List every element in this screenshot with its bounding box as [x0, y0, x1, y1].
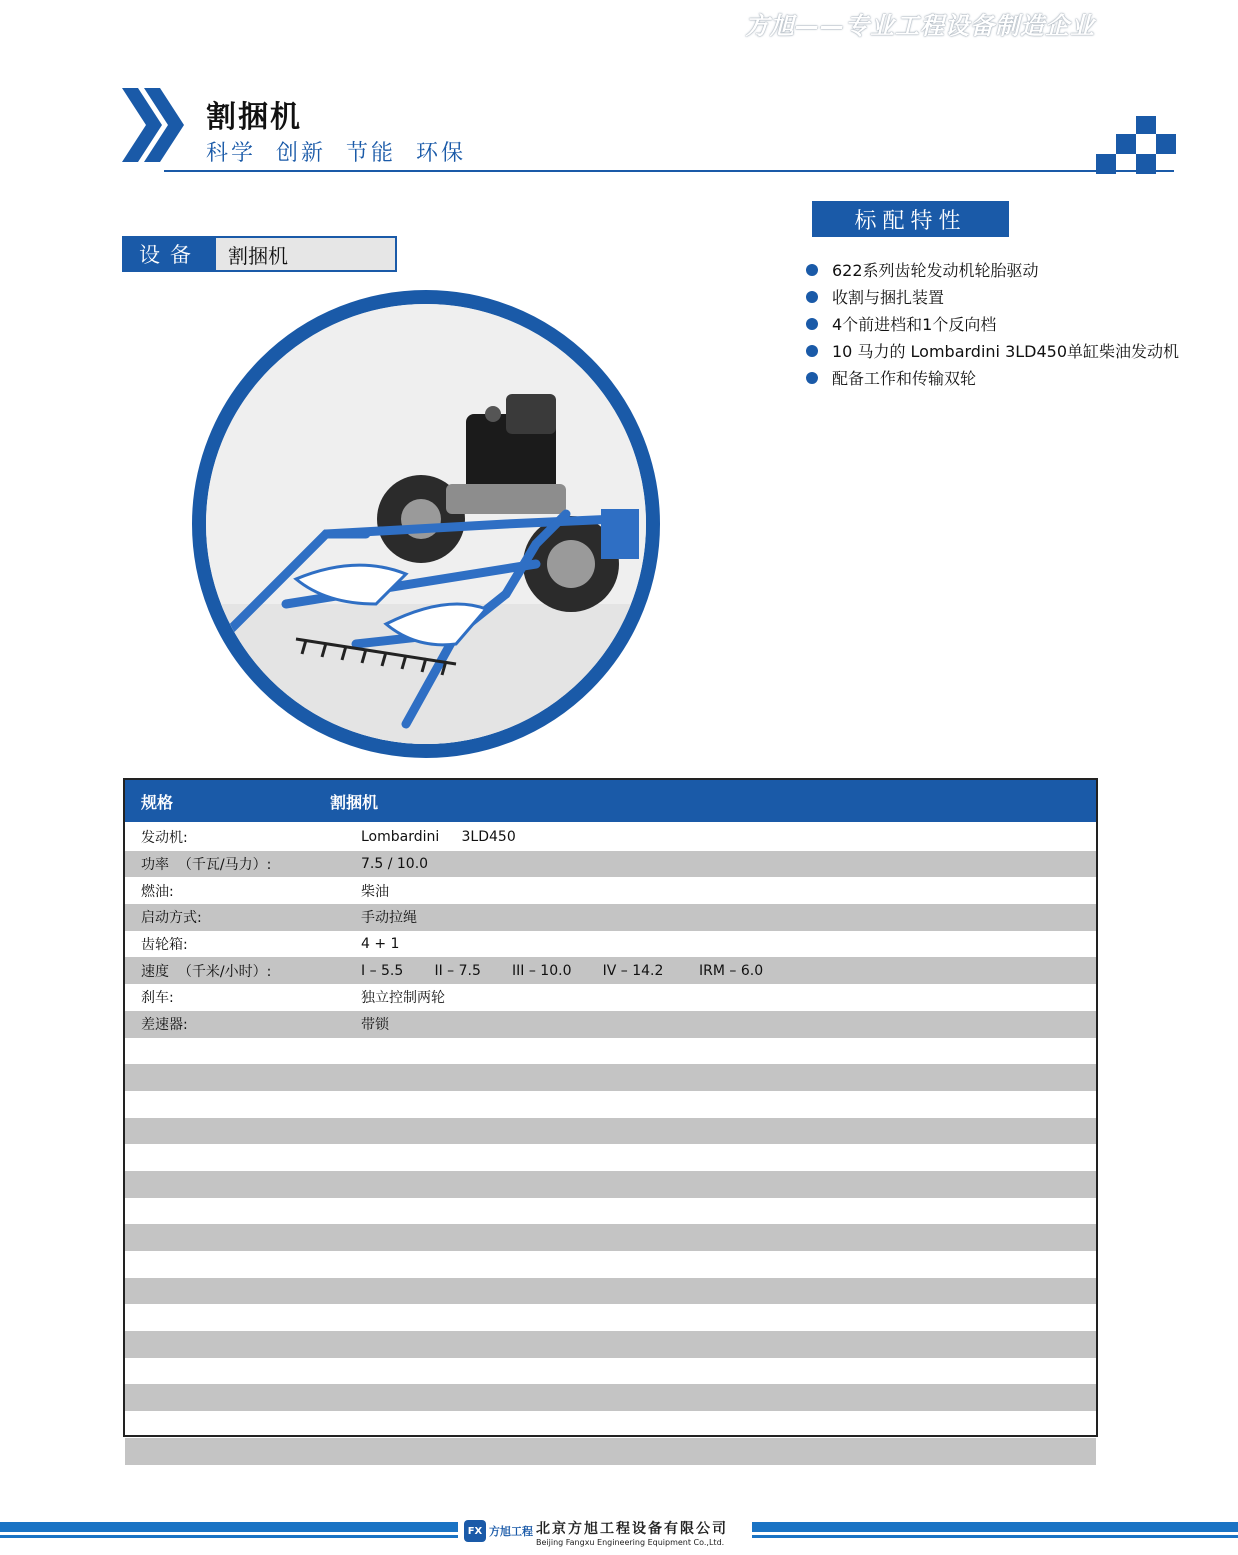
table-row: [125, 1384, 1096, 1411]
logo-mark-icon: FX: [464, 1520, 486, 1542]
product-photo: [192, 290, 660, 758]
table-row: [125, 984, 1096, 1011]
feature-text: 配备工作和传输双轮: [832, 369, 977, 388]
table-row: [125, 1118, 1096, 1145]
table-row: [125, 957, 1096, 984]
spec-header-label: 规格: [141, 792, 174, 812]
table-row: [125, 1011, 1096, 1038]
bullet-icon: [806, 372, 818, 384]
bullet-icon: [806, 318, 818, 330]
double-chevron-icon: [122, 88, 188, 162]
table-row: [125, 904, 1096, 931]
spec-table-body: [125, 824, 1096, 1465]
logo-brand: 方旭工程: [489, 1525, 533, 1538]
motto: 科学 创新 节能 环保: [206, 141, 466, 166]
feature-item: [806, 364, 1179, 391]
spec-label: 启动方式:: [141, 910, 202, 927]
table-row: [125, 1144, 1096, 1171]
feature-text: 10 马力的 Lombardini 3LD450单缸柴油发动机: [832, 342, 1180, 361]
table-row: [125, 1358, 1096, 1385]
spec-table: [123, 778, 1098, 1437]
bullet-icon: [806, 264, 818, 276]
table-row: [125, 1091, 1096, 1118]
company-logo: [464, 1520, 533, 1542]
feature-item: [806, 256, 1179, 283]
footer-stripe-right: [752, 1522, 1238, 1532]
feature-text: 622系列齿轮发动机轮胎驱动: [832, 261, 1039, 280]
table-row: [125, 1171, 1096, 1198]
table-row: [125, 1278, 1096, 1305]
table-row: [125, 824, 1096, 851]
feature-text: 收割与捆扎装置: [832, 288, 945, 307]
table-row: [125, 851, 1096, 878]
feature-text: 4个前进档和1个反向档: [832, 315, 997, 334]
spec-label: 齿轮箱:: [141, 937, 188, 954]
feature-item: [806, 337, 1179, 364]
table-row: [125, 1438, 1096, 1465]
spec-table-header: [125, 780, 1096, 822]
table-row: [125, 1224, 1096, 1251]
table-row: [125, 1064, 1096, 1091]
features-heading: 标配特性: [812, 201, 1009, 237]
footer-line-right: [752, 1535, 1238, 1538]
table-row: [125, 1198, 1096, 1225]
spec-label: 速度 （千米/小时）:: [141, 963, 272, 980]
spec-value: 带锁: [361, 1017, 389, 1034]
spec-label: 燃油:: [141, 883, 174, 900]
table-row: [125, 1038, 1096, 1065]
feature-item: [806, 310, 1179, 337]
company-name-en: Beijing Fangxu Engineering Equipment Co.,Ltd.: [536, 1538, 725, 1547]
device-label: [122, 236, 397, 272]
feature-item: [806, 283, 1179, 310]
table-row: [125, 1304, 1096, 1331]
footer-stripe-left: [0, 1522, 458, 1532]
page-title: 割捆机: [206, 100, 302, 135]
spec-label: 发动机:: [141, 830, 188, 847]
spec-label: 刹车:: [141, 990, 174, 1007]
device-name: 割捆机: [228, 243, 288, 268]
spec-value: 柴油: [361, 883, 389, 900]
table-row: [125, 931, 1096, 958]
spec-value: 7.5 / 10.0: [361, 856, 429, 873]
spec-value: Lombardini 3LD450: [361, 829, 516, 846]
bullet-icon: [806, 345, 818, 357]
header-divider: [164, 170, 1174, 172]
company-name-cn: 北京方旭工程设备有限公司: [536, 1521, 728, 1537]
bullet-icon: [806, 291, 818, 303]
checker-pattern-icon: [1096, 116, 1176, 174]
features-list: [806, 256, 1179, 391]
table-row: [125, 1331, 1096, 1358]
spec-label: 功率 （千瓦/马力）:: [141, 857, 272, 874]
footer-line-left: [0, 1535, 458, 1538]
spec-value: I – 5.5 II – 7.5 III – 10.0 IV – 14.2 IRM – 6.0: [361, 962, 764, 979]
reaper-binder-illustration: [206, 304, 646, 744]
spec-label: 差速器:: [141, 1017, 188, 1034]
spec-header-value: 割捆机: [330, 792, 379, 812]
table-row: [125, 877, 1096, 904]
spec-value: 独立控制两轮: [361, 990, 445, 1007]
table-row: [125, 1411, 1096, 1438]
header-slogan: 方旭——专业工程设备制造企业: [745, 12, 1095, 40]
table-row: [125, 1251, 1096, 1278]
spec-value: 手动拉绳: [361, 910, 417, 927]
device-tag: 设备: [124, 238, 216, 270]
spec-value: 4 + 1: [361, 936, 400, 953]
